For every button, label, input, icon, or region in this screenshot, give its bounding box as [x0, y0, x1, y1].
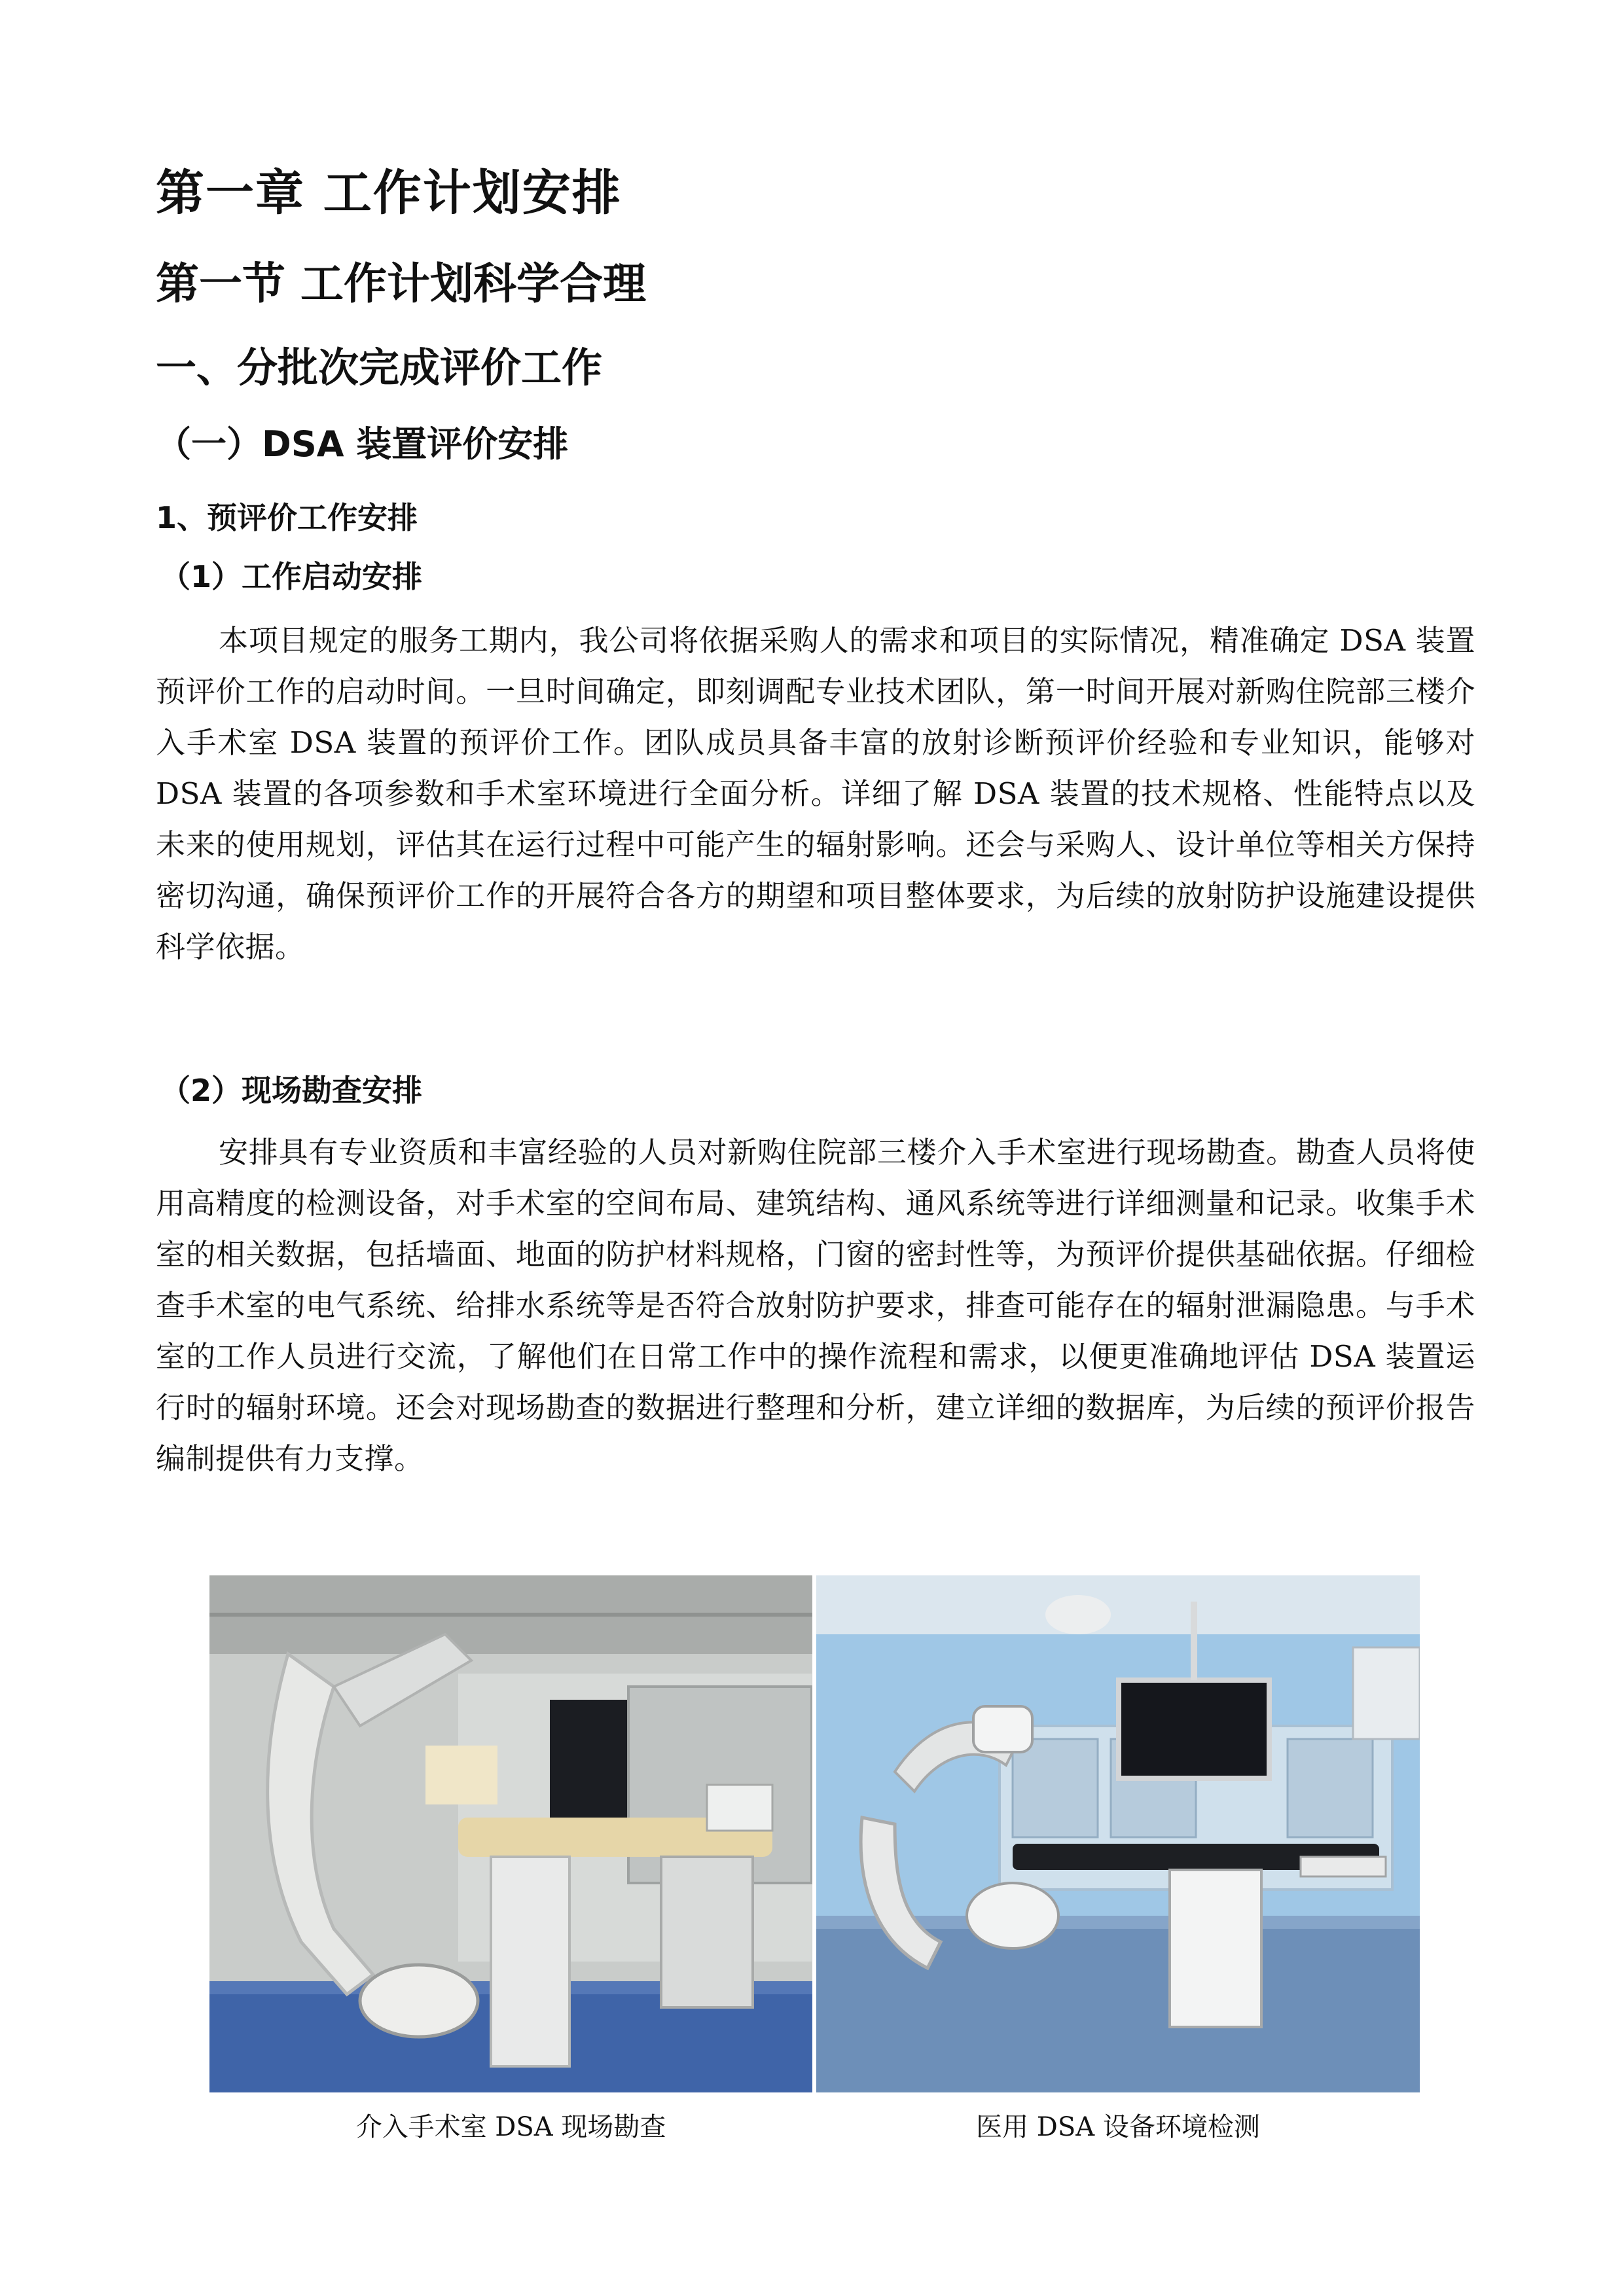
caption-right: 医用 DSA 设备环境检测: [976, 2112, 1260, 2142]
chapter-heading: 第一章 工作计划安排: [156, 165, 622, 221]
subsection-heading: 一、分批次完成评价工作: [156, 344, 603, 391]
section-heading: 第一节 工作计划科学合理: [156, 259, 646, 309]
item-heading: 1、预评价工作安排: [156, 500, 418, 535]
photo-dsa-room-survey-illustration: [209, 1575, 812, 2092]
paragraph-survey: 安排具有专业资质和丰富经验的人员对新购住院部三楼介入手术室进行现场勘查。勘查人员将使用高精度的检测设备，对手术室的空间布局、建筑结构、通风系统等进行详细测量和记录。收集手术室的相关数据，包括墙面、地面的防护材料规格，门窗的密封性等，为预评价提供基础依据。仔细检查手术室的电气系统、给排水系统等是否符合放射防护要求，排查可能存在的辐射泄漏隐患。与手术室的工作人员进行交流，了解他们在日常工作中的操作流程和需求，以便更准确地评估 DSA 装置运行时的辐射环境。还会对现场勘查的数据进行整理和分析，建立详细的数据库，为后续的预评价报告编制提供有力支撑。: [156, 1135, 1475, 1476]
photo-dsa-environment-inspection: [816, 1575, 1420, 2092]
photo-dsa-environment-inspection-illustration: [816, 1575, 1420, 2092]
sub-item-heading-survey: （2）现场勘查安排: [160, 1073, 423, 1108]
subsubsection-heading: （一）DSA 装置评价安排: [156, 423, 569, 465]
paragraph-startup: 本项目规定的服务工期内，我公司将依据采购人的需求和项目的实际情况，精准确定 DSA 装置预评价工作的启动时间。一旦时间确定，即刻调配专业技术团队，第一时间开展对新购住院部三楼介入手术室 DSA 装置的预评价工作。团队成员具备丰富的放射诊断预评价经验和专业知识，能够对 DSA 装置的各项参数和手术室环境进行全面分析。详细了解 DSA 装置的技术规格、性能特点以及未来的使用规划，评估其在运行过程中可能产生的辐射影响。还会与采购人、设计单位等相关方保持密切沟通，确保预评价工作的开展符合各方的期望和项目整体要求，为后续的放射防护设施建设提供科学依据。: [156, 623, 1476, 964]
caption-left: 介入手术室 DSA 现场勘查: [355, 2112, 666, 2142]
photo-dsa-room-survey: [209, 1575, 812, 2092]
sub-item-heading-startup: （1）工作启动安排: [160, 559, 423, 594]
